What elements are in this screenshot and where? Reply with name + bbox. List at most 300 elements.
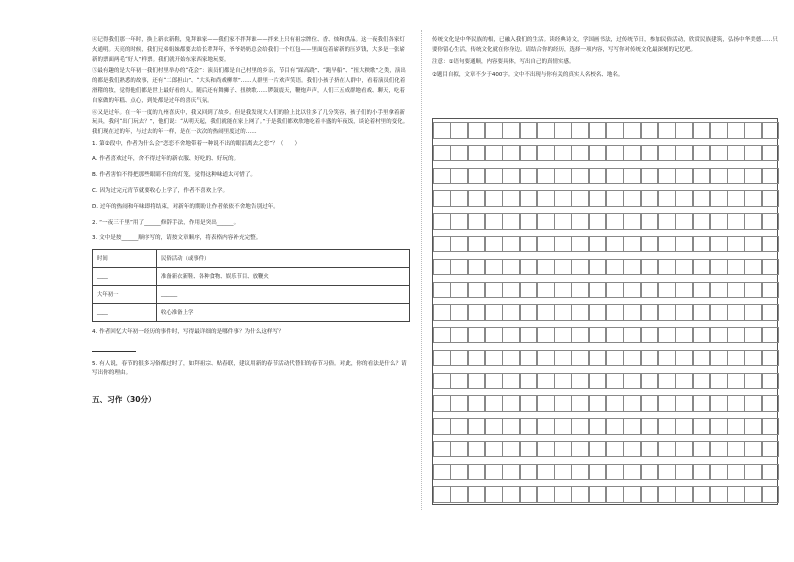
grid-cell[interactable] xyxy=(762,373,780,389)
grid-cell[interactable] xyxy=(433,418,451,434)
grid-cell[interactable] xyxy=(589,282,607,298)
grid-cell[interactable] xyxy=(433,373,451,389)
grid-cell[interactable] xyxy=(485,259,503,275)
grid-cell[interactable] xyxy=(589,486,607,502)
grid-cell[interactable] xyxy=(710,395,728,411)
grid-cell[interactable] xyxy=(520,327,538,343)
grid-cell[interactable] xyxy=(641,486,659,502)
grid-cell[interactable] xyxy=(762,327,780,343)
grid-cell[interactable] xyxy=(433,190,451,206)
grid-cell[interactable] xyxy=(693,350,711,366)
grid-cell[interactable] xyxy=(571,418,589,434)
grid-cell[interactable] xyxy=(485,373,503,389)
grid-cell[interactable] xyxy=(468,122,486,138)
grid-cell[interactable] xyxy=(589,304,607,320)
grid-cell[interactable] xyxy=(727,418,745,434)
grid-cell[interactable] xyxy=(675,213,693,229)
grid-cell[interactable] xyxy=(433,441,451,457)
grid-cell[interactable] xyxy=(433,122,451,138)
grid-cell[interactable] xyxy=(589,464,607,480)
grid-cell[interactable] xyxy=(537,350,555,366)
grid-cell[interactable] xyxy=(537,441,555,457)
grid-cell[interactable] xyxy=(606,327,624,343)
grid-cell[interactable] xyxy=(537,122,555,138)
grid-cell[interactable] xyxy=(502,190,520,206)
grid-cell[interactable] xyxy=(727,168,745,184)
grid-cell[interactable] xyxy=(623,213,641,229)
grid-cell[interactable] xyxy=(520,486,538,502)
grid-cell[interactable] xyxy=(468,418,486,434)
grid-cell[interactable] xyxy=(744,213,762,229)
grid-cell[interactable] xyxy=(468,327,486,343)
grid-cell[interactable] xyxy=(450,327,468,343)
grid-cell[interactable] xyxy=(520,441,538,457)
grid-cell[interactable] xyxy=(658,190,676,206)
grid-cell[interactable] xyxy=(520,145,538,161)
grid-cell[interactable] xyxy=(450,213,468,229)
grid-cell[interactable] xyxy=(623,282,641,298)
grid-cell[interactable] xyxy=(571,190,589,206)
grid-cell[interactable] xyxy=(727,441,745,457)
grid-cell[interactable] xyxy=(554,236,572,252)
grid-cell[interactable] xyxy=(641,236,659,252)
grid-cell[interactable] xyxy=(502,395,520,411)
grid-cell[interactable] xyxy=(710,464,728,480)
grid-cell[interactable] xyxy=(693,259,711,275)
grid-cell[interactable] xyxy=(744,418,762,434)
grid-cell[interactable] xyxy=(554,145,572,161)
grid-cell[interactable] xyxy=(641,282,659,298)
grid-cell[interactable] xyxy=(537,190,555,206)
grid-cell[interactable] xyxy=(744,282,762,298)
grid-cell[interactable] xyxy=(520,122,538,138)
grid-cell[interactable] xyxy=(710,441,728,457)
grid-cell[interactable] xyxy=(554,327,572,343)
grid-cell[interactable] xyxy=(606,486,624,502)
grid-cell[interactable] xyxy=(589,373,607,389)
grid-cell[interactable] xyxy=(623,145,641,161)
grid-cell[interactable] xyxy=(606,418,624,434)
grid-cell[interactable] xyxy=(658,373,676,389)
grid-cell[interactable] xyxy=(571,236,589,252)
grid-cell[interactable] xyxy=(433,282,451,298)
grid-cell[interactable] xyxy=(433,464,451,480)
grid-cell[interactable] xyxy=(658,145,676,161)
grid-cell[interactable] xyxy=(762,122,780,138)
grid-cell[interactable] xyxy=(520,304,538,320)
grid-cell[interactable] xyxy=(485,418,503,434)
grid-cell[interactable] xyxy=(485,350,503,366)
grid-cell[interactable] xyxy=(675,282,693,298)
grid-cell[interactable] xyxy=(710,304,728,320)
grid-cell[interactable] xyxy=(571,122,589,138)
grid-cell[interactable] xyxy=(502,236,520,252)
grid-cell[interactable] xyxy=(675,464,693,480)
grid-cell[interactable] xyxy=(571,350,589,366)
grid-cell[interactable] xyxy=(710,122,728,138)
grid-cell[interactable] xyxy=(658,395,676,411)
grid-cell[interactable] xyxy=(641,259,659,275)
grid-cell[interactable] xyxy=(710,236,728,252)
grid-cell[interactable] xyxy=(450,464,468,480)
grid-cell[interactable] xyxy=(658,259,676,275)
grid-cell[interactable] xyxy=(571,441,589,457)
grid-cell[interactable] xyxy=(623,327,641,343)
grid-cell[interactable] xyxy=(554,441,572,457)
grid-cell[interactable] xyxy=(589,190,607,206)
grid-cell[interactable] xyxy=(468,441,486,457)
grid-cell[interactable] xyxy=(468,395,486,411)
grid-cell[interactable] xyxy=(658,486,676,502)
grid-cell[interactable] xyxy=(571,168,589,184)
grid-cell[interactable] xyxy=(450,418,468,434)
grid-cell[interactable] xyxy=(433,304,451,320)
grid-cell[interactable] xyxy=(485,236,503,252)
grid-cell[interactable] xyxy=(744,168,762,184)
grid-cell[interactable] xyxy=(502,282,520,298)
grid-cell[interactable] xyxy=(727,259,745,275)
grid-cell[interactable] xyxy=(693,213,711,229)
grid-cell[interactable] xyxy=(693,168,711,184)
grid-cell[interactable] xyxy=(589,418,607,434)
grid-cell[interactable] xyxy=(658,236,676,252)
grid-cell[interactable] xyxy=(450,122,468,138)
grid-cell[interactable] xyxy=(623,464,641,480)
grid-cell[interactable] xyxy=(623,190,641,206)
grid-cell[interactable] xyxy=(485,441,503,457)
grid-cell[interactable] xyxy=(744,486,762,502)
grid-cell[interactable] xyxy=(762,304,780,320)
grid-cell[interactable] xyxy=(727,327,745,343)
grid-cell[interactable] xyxy=(589,213,607,229)
grid-cell[interactable] xyxy=(571,327,589,343)
grid-cell[interactable] xyxy=(554,213,572,229)
grid-cell[interactable] xyxy=(502,418,520,434)
grid-cell[interactable] xyxy=(623,168,641,184)
grid-cell[interactable] xyxy=(537,213,555,229)
grid-cell[interactable] xyxy=(571,373,589,389)
grid-cell[interactable] xyxy=(675,168,693,184)
grid-cell[interactable] xyxy=(554,395,572,411)
grid-cell[interactable] xyxy=(520,282,538,298)
grid-cell[interactable] xyxy=(554,282,572,298)
grid-cell[interactable] xyxy=(433,327,451,343)
grid-cell[interactable] xyxy=(744,464,762,480)
grid-cell[interactable] xyxy=(641,145,659,161)
grid-cell[interactable] xyxy=(554,122,572,138)
grid-cell[interactable] xyxy=(520,350,538,366)
grid-cell[interactable] xyxy=(744,259,762,275)
grid-cell[interactable] xyxy=(554,259,572,275)
grid-cell[interactable] xyxy=(485,190,503,206)
grid-cell[interactable] xyxy=(693,236,711,252)
grid-cell[interactable] xyxy=(589,122,607,138)
grid-cell[interactable] xyxy=(710,282,728,298)
grid-cell[interactable] xyxy=(502,168,520,184)
grid-cell[interactable] xyxy=(693,373,711,389)
grid-cell[interactable] xyxy=(641,122,659,138)
grid-cell[interactable] xyxy=(675,418,693,434)
grid-cell[interactable] xyxy=(433,350,451,366)
grid-cell[interactable] xyxy=(606,190,624,206)
grid-cell[interactable] xyxy=(744,122,762,138)
grid-cell[interactable] xyxy=(450,282,468,298)
grid-cell[interactable] xyxy=(554,350,572,366)
grid-cell[interactable] xyxy=(485,304,503,320)
grid-cell[interactable] xyxy=(623,418,641,434)
grid-cell[interactable] xyxy=(485,122,503,138)
grid-cell[interactable] xyxy=(537,259,555,275)
grid-cell[interactable] xyxy=(762,213,780,229)
grid-cell[interactable] xyxy=(641,418,659,434)
grid-cell[interactable] xyxy=(623,236,641,252)
grid-cell[interactable] xyxy=(693,282,711,298)
grid-cell[interactable] xyxy=(658,418,676,434)
grid-cell[interactable] xyxy=(554,464,572,480)
grid-cell[interactable] xyxy=(468,282,486,298)
grid-cell[interactable] xyxy=(675,122,693,138)
grid-cell[interactable] xyxy=(589,145,607,161)
grid-cell[interactable] xyxy=(641,395,659,411)
grid-cell[interactable] xyxy=(641,464,659,480)
grid-cell[interactable] xyxy=(641,327,659,343)
grid-cell[interactable] xyxy=(762,168,780,184)
grid-cell[interactable] xyxy=(606,304,624,320)
grid-cell[interactable] xyxy=(744,190,762,206)
grid-cell[interactable] xyxy=(744,373,762,389)
grid-cell[interactable] xyxy=(727,282,745,298)
grid-cell[interactable] xyxy=(450,145,468,161)
grid-cell[interactable] xyxy=(693,190,711,206)
grid-cell[interactable] xyxy=(623,304,641,320)
grid-cell[interactable] xyxy=(606,213,624,229)
grid-cell[interactable] xyxy=(641,190,659,206)
grid-cell[interactable] xyxy=(658,350,676,366)
grid-cell[interactable] xyxy=(502,486,520,502)
grid-cell[interactable] xyxy=(450,395,468,411)
grid-cell[interactable] xyxy=(675,304,693,320)
grid-cell[interactable] xyxy=(450,304,468,320)
grid-cell[interactable] xyxy=(727,236,745,252)
grid-cell[interactable] xyxy=(468,236,486,252)
grid-cell[interactable] xyxy=(571,282,589,298)
grid-cell[interactable] xyxy=(762,486,780,502)
grid-cell[interactable] xyxy=(727,350,745,366)
grid-cell[interactable] xyxy=(623,441,641,457)
grid-cell[interactable] xyxy=(710,418,728,434)
grid-cell[interactable] xyxy=(554,373,572,389)
grid-cell[interactable] xyxy=(710,373,728,389)
grid-cell[interactable] xyxy=(744,304,762,320)
grid-cell[interactable] xyxy=(641,168,659,184)
grid-cell[interactable] xyxy=(450,441,468,457)
grid-cell[interactable] xyxy=(520,259,538,275)
grid-cell[interactable] xyxy=(537,373,555,389)
grid-cell[interactable] xyxy=(762,282,780,298)
grid-cell[interactable] xyxy=(623,486,641,502)
grid-cell[interactable] xyxy=(606,168,624,184)
grid-cell[interactable] xyxy=(623,122,641,138)
grid-cell[interactable] xyxy=(675,145,693,161)
grid-cell[interactable] xyxy=(693,304,711,320)
grid-cell[interactable] xyxy=(589,236,607,252)
grid-cell[interactable] xyxy=(589,350,607,366)
grid-cell[interactable] xyxy=(710,350,728,366)
grid-cell[interactable] xyxy=(762,418,780,434)
grid-cell[interactable] xyxy=(571,486,589,502)
grid-cell[interactable] xyxy=(537,236,555,252)
grid-cell[interactable] xyxy=(468,259,486,275)
grid-cell[interactable] xyxy=(710,327,728,343)
grid-cell[interactable] xyxy=(710,190,728,206)
grid-cell[interactable] xyxy=(727,213,745,229)
grid-cell[interactable] xyxy=(606,236,624,252)
grid-cell[interactable] xyxy=(762,190,780,206)
grid-cell[interactable] xyxy=(623,350,641,366)
grid-cell[interactable] xyxy=(502,464,520,480)
grid-cell[interactable] xyxy=(675,395,693,411)
grid-cell[interactable] xyxy=(537,464,555,480)
grid-cell[interactable] xyxy=(450,259,468,275)
grid-cell[interactable] xyxy=(623,259,641,275)
grid-cell[interactable] xyxy=(450,373,468,389)
grid-cell[interactable] xyxy=(693,464,711,480)
grid-cell[interactable] xyxy=(502,441,520,457)
grid-cell[interactable] xyxy=(658,464,676,480)
grid-cell[interactable] xyxy=(606,122,624,138)
grid-cell[interactable] xyxy=(693,145,711,161)
grid-cell[interactable] xyxy=(571,464,589,480)
grid-cell[interactable] xyxy=(744,350,762,366)
grid-cell[interactable] xyxy=(502,213,520,229)
grid-cell[interactable] xyxy=(658,122,676,138)
grid-cell[interactable] xyxy=(520,236,538,252)
grid-cell[interactable] xyxy=(554,304,572,320)
grid-cell[interactable] xyxy=(433,486,451,502)
grid-cell[interactable] xyxy=(537,282,555,298)
grid-cell[interactable] xyxy=(744,236,762,252)
grid-cell[interactable] xyxy=(589,441,607,457)
grid-cell[interactable] xyxy=(744,441,762,457)
grid-cell[interactable] xyxy=(502,122,520,138)
grid-cell[interactable] xyxy=(520,395,538,411)
grid-cell[interactable] xyxy=(433,236,451,252)
grid-cell[interactable] xyxy=(641,373,659,389)
grid-cell[interactable] xyxy=(727,190,745,206)
grid-cell[interactable] xyxy=(623,373,641,389)
grid-cell[interactable] xyxy=(744,395,762,411)
grid-cell[interactable] xyxy=(606,350,624,366)
grid-cell[interactable] xyxy=(658,304,676,320)
grid-cell[interactable] xyxy=(520,190,538,206)
grid-cell[interactable] xyxy=(727,373,745,389)
grid-cell[interactable] xyxy=(450,168,468,184)
grid-cell[interactable] xyxy=(762,395,780,411)
grid-cell[interactable] xyxy=(675,441,693,457)
grid-cell[interactable] xyxy=(554,486,572,502)
grid-cell[interactable] xyxy=(762,350,780,366)
grid-cell[interactable] xyxy=(693,418,711,434)
grid-cell[interactable] xyxy=(606,395,624,411)
grid-cell[interactable] xyxy=(502,350,520,366)
grid-cell[interactable] xyxy=(744,145,762,161)
grid-cell[interactable] xyxy=(710,145,728,161)
grid-cell[interactable] xyxy=(485,486,503,502)
grid-cell[interactable] xyxy=(762,145,780,161)
grid-cell[interactable] xyxy=(762,236,780,252)
grid-cell[interactable] xyxy=(675,350,693,366)
grid-cell[interactable] xyxy=(623,395,641,411)
grid-cell[interactable] xyxy=(658,168,676,184)
grid-cell[interactable] xyxy=(675,259,693,275)
grid-cell[interactable] xyxy=(606,259,624,275)
grid-cell[interactable] xyxy=(502,373,520,389)
grid-cell[interactable] xyxy=(641,441,659,457)
grid-cell[interactable] xyxy=(537,395,555,411)
grid-cell[interactable] xyxy=(520,464,538,480)
grid-cell[interactable] xyxy=(727,304,745,320)
grid-cell[interactable] xyxy=(727,464,745,480)
grid-cell[interactable] xyxy=(571,259,589,275)
grid-cell[interactable] xyxy=(762,259,780,275)
grid-cell[interactable] xyxy=(468,145,486,161)
grid-cell[interactable] xyxy=(502,304,520,320)
grid-cell[interactable] xyxy=(710,168,728,184)
grid-cell[interactable] xyxy=(762,464,780,480)
grid-cell[interactable] xyxy=(675,486,693,502)
grid-cell[interactable] xyxy=(675,190,693,206)
grid-cell[interactable] xyxy=(693,486,711,502)
grid-cell[interactable] xyxy=(468,486,486,502)
grid-cell[interactable] xyxy=(658,327,676,343)
grid-cell[interactable] xyxy=(433,395,451,411)
grid-cell[interactable] xyxy=(606,464,624,480)
grid-cell[interactable] xyxy=(727,122,745,138)
grid-cell[interactable] xyxy=(520,213,538,229)
grid-cell[interactable] xyxy=(710,259,728,275)
grid-cell[interactable] xyxy=(675,327,693,343)
grid-cell[interactable] xyxy=(450,236,468,252)
grid-cell[interactable] xyxy=(675,373,693,389)
grid-cell[interactable] xyxy=(658,282,676,298)
grid-cell[interactable] xyxy=(693,122,711,138)
grid-cell[interactable] xyxy=(589,327,607,343)
grid-cell[interactable] xyxy=(485,168,503,184)
grid-cell[interactable] xyxy=(606,145,624,161)
grid-cell[interactable] xyxy=(537,145,555,161)
grid-cell[interactable] xyxy=(710,213,728,229)
grid-cell[interactable] xyxy=(571,304,589,320)
grid-cell[interactable] xyxy=(468,190,486,206)
grid-cell[interactable] xyxy=(606,441,624,457)
grid-cell[interactable] xyxy=(450,190,468,206)
grid-cell[interactable] xyxy=(744,327,762,343)
grid-cell[interactable] xyxy=(571,213,589,229)
grid-cell[interactable] xyxy=(606,373,624,389)
grid-cell[interactable] xyxy=(450,486,468,502)
grid-cell[interactable] xyxy=(502,145,520,161)
grid-cell[interactable] xyxy=(433,145,451,161)
grid-cell[interactable] xyxy=(450,350,468,366)
grid-cell[interactable] xyxy=(710,486,728,502)
grid-cell[interactable] xyxy=(571,395,589,411)
grid-cell[interactable] xyxy=(502,327,520,343)
grid-cell[interactable] xyxy=(468,168,486,184)
grid-cell[interactable] xyxy=(468,213,486,229)
grid-cell[interactable] xyxy=(658,441,676,457)
grid-cell[interactable] xyxy=(693,395,711,411)
grid-cell[interactable] xyxy=(485,327,503,343)
